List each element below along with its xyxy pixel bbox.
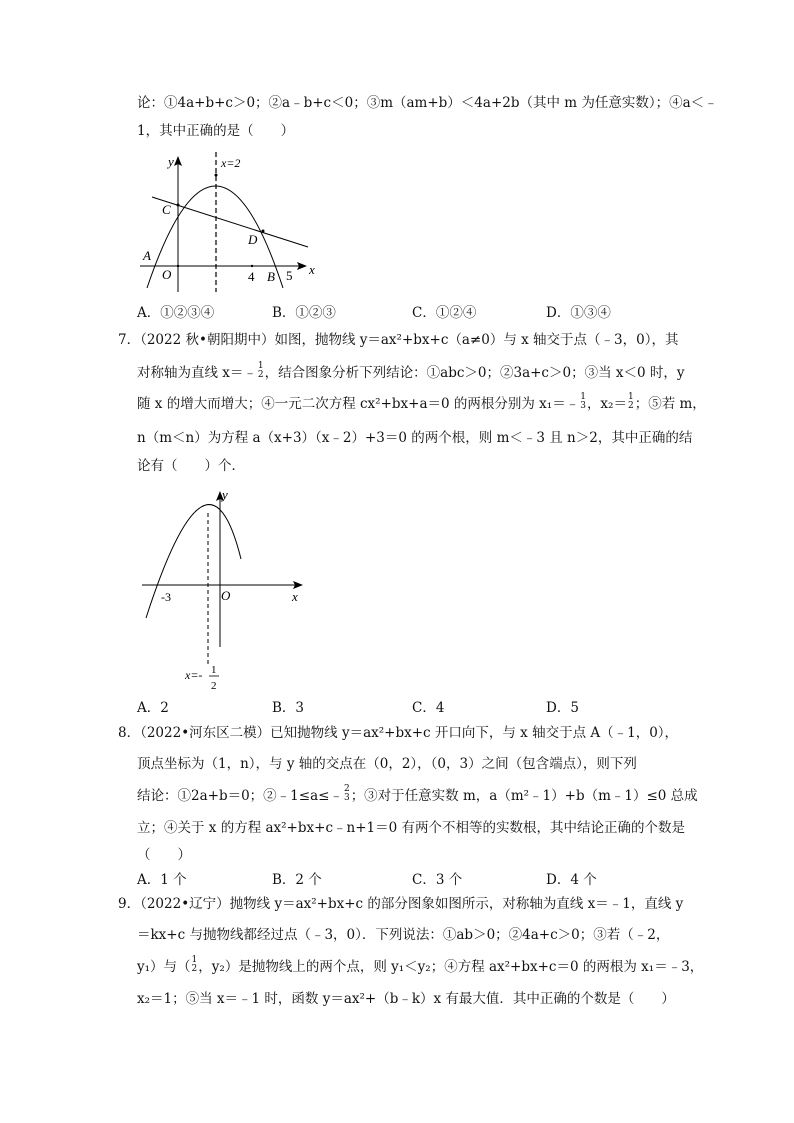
axis-denominator: 2 xyxy=(211,680,217,692)
q8-text-line xyxy=(137,783,698,806)
q7-text: 对称轴为直线 x＝﹣ xyxy=(137,365,257,381)
origin-o: O xyxy=(221,588,231,603)
q7-option-d[interactable]: D．5 xyxy=(546,700,579,716)
fraction xyxy=(192,956,198,974)
q6-option-d[interactable]: D．①③④ xyxy=(546,305,611,321)
q8-option-c[interactable]: C．3 个 xyxy=(412,872,463,888)
numerator: 1 xyxy=(627,391,634,402)
q7-text-line xyxy=(137,360,685,383)
tick-minus-3: -3 xyxy=(161,590,171,604)
q6-option-b[interactable]: B．①②③ xyxy=(272,305,336,321)
fraction xyxy=(628,393,634,411)
axis-label: x=2 xyxy=(221,156,241,170)
numerator: 1 xyxy=(257,360,264,371)
q7-text: 随 x 的增大而增大；④一元二次方程 cx²+bx+a＝0 的两根分别为 x₁＝﹣ xyxy=(137,396,580,412)
fraction xyxy=(344,785,350,803)
q6-text-line: 论：①4a+b+c＞0；②a﹣b+c＜0；③m（am+b）＜4a+2b（其中 m 为任意实数）；④a＜﹣ xyxy=(137,95,718,111)
q8-text: ；③对于任意实数 m，a（m²﹣1）+b（m﹣1）≤0 总成 xyxy=(350,788,698,804)
q8-option-a[interactable]: A．1 个 xyxy=(137,872,187,888)
q8-option-b[interactable]: B．2 个 xyxy=(272,872,322,888)
q9-text-line: 9．（2022•辽宁）抛物线 y＝ax²+bx+c 的部分图象如图所示，对称轴为直线 x＝﹣1，直线 y xyxy=(118,896,684,912)
q7-text-line: n（m＜n）为方程 a（x+3）（x﹣2）+3＝0 的两个根，则 m＜﹣3 且 n＞2，其中正确的结 xyxy=(137,430,693,446)
q7-option-c[interactable]: C．4 xyxy=(412,700,445,716)
numerator: 1 xyxy=(580,391,586,402)
q7-text: ；⑤若 m， xyxy=(634,396,706,412)
q9-text-line: ＝kx+c 与抛物线都经过点（﹣3，0）．下列说法：①ab＞0；②4a+c＞0；③若（﹣2， xyxy=(137,927,670,943)
axis-numerator: 1 xyxy=(211,664,217,676)
denominator: 2 xyxy=(627,400,634,411)
q9-text-line xyxy=(137,954,704,977)
q7-text: ，x₂＝ xyxy=(586,396,627,412)
denominator: 2 xyxy=(191,963,198,974)
q8-text-line: 立；④关于 x 的方程 ax²+bx+c﹣n+1＝0 有两个不相等的实数根，其中结论正确的个数是 xyxy=(137,820,685,836)
point-d: D xyxy=(248,232,258,247)
point-b: B xyxy=(267,269,275,284)
origin-o: O xyxy=(162,267,172,282)
q7-figure xyxy=(135,485,315,695)
q8-text-line: 顶点坐标为（1，n），与 y 轴的交点在（0，2），（0，3）之间（包含端点），则下列 xyxy=(137,756,637,772)
q8-text-line: 8．（2022•河东区二模）已知抛物线 y＝ax²+bx+c 开口向下，与 x 轴交于点 A（﹣1，0）， xyxy=(118,725,679,741)
point-a: A xyxy=(143,248,151,263)
q7-text: ，结合图象分析下列结论：①abc＞0；②3a+c＞0；③当 x＜0 时，y xyxy=(264,365,685,381)
x-label: x xyxy=(309,262,315,277)
denominator: 3 xyxy=(580,400,586,411)
x-label: x xyxy=(292,589,298,604)
axis-label: x=- xyxy=(185,668,203,682)
fraction xyxy=(258,362,264,380)
numerator: 2 xyxy=(343,783,350,794)
fraction xyxy=(580,393,586,411)
q6-figure xyxy=(130,150,330,295)
q6-option-c[interactable]: C．①②④ xyxy=(412,305,477,321)
q7-text-line: 7．（2022 秋•朝阳期中）如图，抛物线 y＝ax²+bx+c（a≠0）与 x 轴交于点（﹣3，0），其 xyxy=(118,332,679,348)
q9-text: ，y₂）是抛物线上的两个点，则 y₁＜y₂；④方程 ax²+bx+c＝0 的两根为 x₁＝﹣3， xyxy=(198,959,704,975)
q7-text-line: 论有（ ）个． xyxy=(137,458,245,474)
q6-option-a[interactable]: A．①②③④ xyxy=(137,305,215,321)
q8-option-d[interactable]: D．4 个 xyxy=(546,872,597,888)
q7-option-b[interactable]: B．3 xyxy=(272,700,305,716)
y-label: y xyxy=(168,154,174,169)
denominator: 3 xyxy=(343,792,350,803)
point-c: C xyxy=(162,202,171,217)
q9-text: y₁）与（ xyxy=(137,959,191,975)
q8-text: 结论：①2a+b＝0；②﹣1≤a≤﹣ xyxy=(137,788,343,804)
q7-option-a[interactable]: A．2 xyxy=(137,700,169,716)
tick-5: 5 xyxy=(286,268,293,283)
numerator: 1 xyxy=(191,954,198,965)
q8-text-line: （ ） xyxy=(137,847,191,863)
denominator: 2 xyxy=(257,369,264,380)
y-label: y xyxy=(222,487,228,502)
q9-text-line: x₂＝1；⑤当 x＝﹣1 时，函数 y＝ax²+（b﹣k）x 有最大值．其中正确的个数是（ ） xyxy=(137,991,675,1007)
q7-text-line xyxy=(137,391,706,414)
q6-text-line: 1，其中正确的是（ ） xyxy=(137,123,295,139)
tick-4: 4 xyxy=(248,269,255,284)
